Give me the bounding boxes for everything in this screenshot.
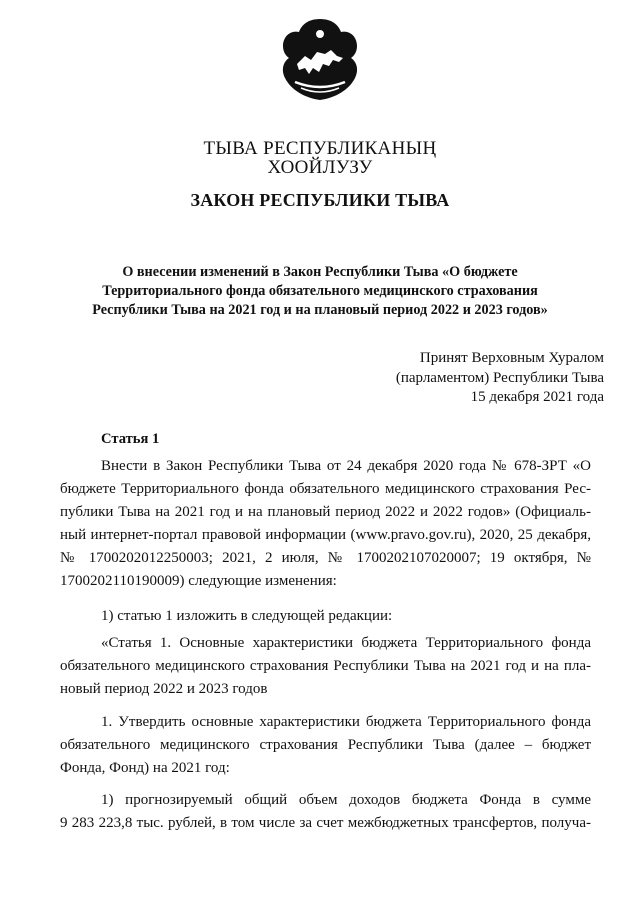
law-title: ЗАКОН РЕСПУБЛИКИ ТЫВА [190,190,450,210]
adoption-line: 15 декабря 2021 года [470,389,604,405]
adoption-line: (парламентом) Республики Тыва [395,369,604,386]
law-subject [70,263,570,320]
paragraph-line: ный интернет-портал правовой информации (www.pravo.gov.ru), 2020, 25 декабря, [60,527,591,543]
subject-line: Территориального фонда обязательного медицинского страхования [102,283,538,299]
republic-name-line-1: ТЫВА РЕСПУБЛИКАНЫҢ [203,138,437,159]
paragraph-line: публики Тыва на 2021 год и на плановый период 2022 и 2022 годов» (Официаль- [60,504,591,520]
paragraph-line: 1. Утвердить основные характеристики бюджета Территориального фонда [101,714,591,730]
paragraph-line: 1700202110190009) следующие изменения: [60,573,337,589]
subject-line: Республики Тыва на 2021 год и на плановый период 2022 и 2023 годов» [92,302,548,318]
paragraph-line: обязательного медицинского страхования Республики Тыва (далее – бюджет [60,737,591,753]
article-paragraph-5 [60,789,591,835]
article-paragraph-1 [60,455,591,593]
adoption-note [396,349,604,408]
paragraph-line: 1) статью 1 изложить в следующей редакции: [101,608,393,624]
article-paragraph-4 [60,711,591,780]
paragraph-line: № 1700202012250003; 2021, 2 июля, № 1700202107020007; 19 октября, № [60,550,591,566]
republic-name-line-2: ХООЙЛУЗУ [267,157,373,178]
article-paragraph-2 [60,605,591,628]
adoption-line: Принят Верховным Хуралом [419,350,604,366]
paragraph-line: «Статья 1. Основные характеристики бюджета Территориального фонда [101,635,591,651]
coat-of-arms-emblem [277,16,363,102]
article-heading: Статья 1 [101,431,160,447]
paragraph-line: 9 283 223,8 тыс. рублей, в том числе за счет межбюджетных трансфертов, получа- [60,815,591,831]
paragraph-line: Фонда, Фонд) на 2021 год: [60,760,230,776]
paragraph-line: обязательного медицинского страхования Республики Тыва на 2021 год и на пла- [60,658,591,674]
paragraph-line: бюджете Территориального фонда обязательного медицинского страхования Рес- [60,481,591,497]
subject-line: О внесении изменений в Закон Республики Тыва «О бюджете [122,264,518,280]
paragraph-line: новый период 2022 и 2023 годов [60,681,268,697]
paragraph-line: 1) прогнозируемый общий объем доходов бюджета Фонда в сумме [101,792,591,808]
paragraph-line: Внести в Закон Республики Тыва от 24 декабря 2020 года № 678-ЗРТ «О [101,458,591,474]
article-paragraph-3 [60,632,591,701]
